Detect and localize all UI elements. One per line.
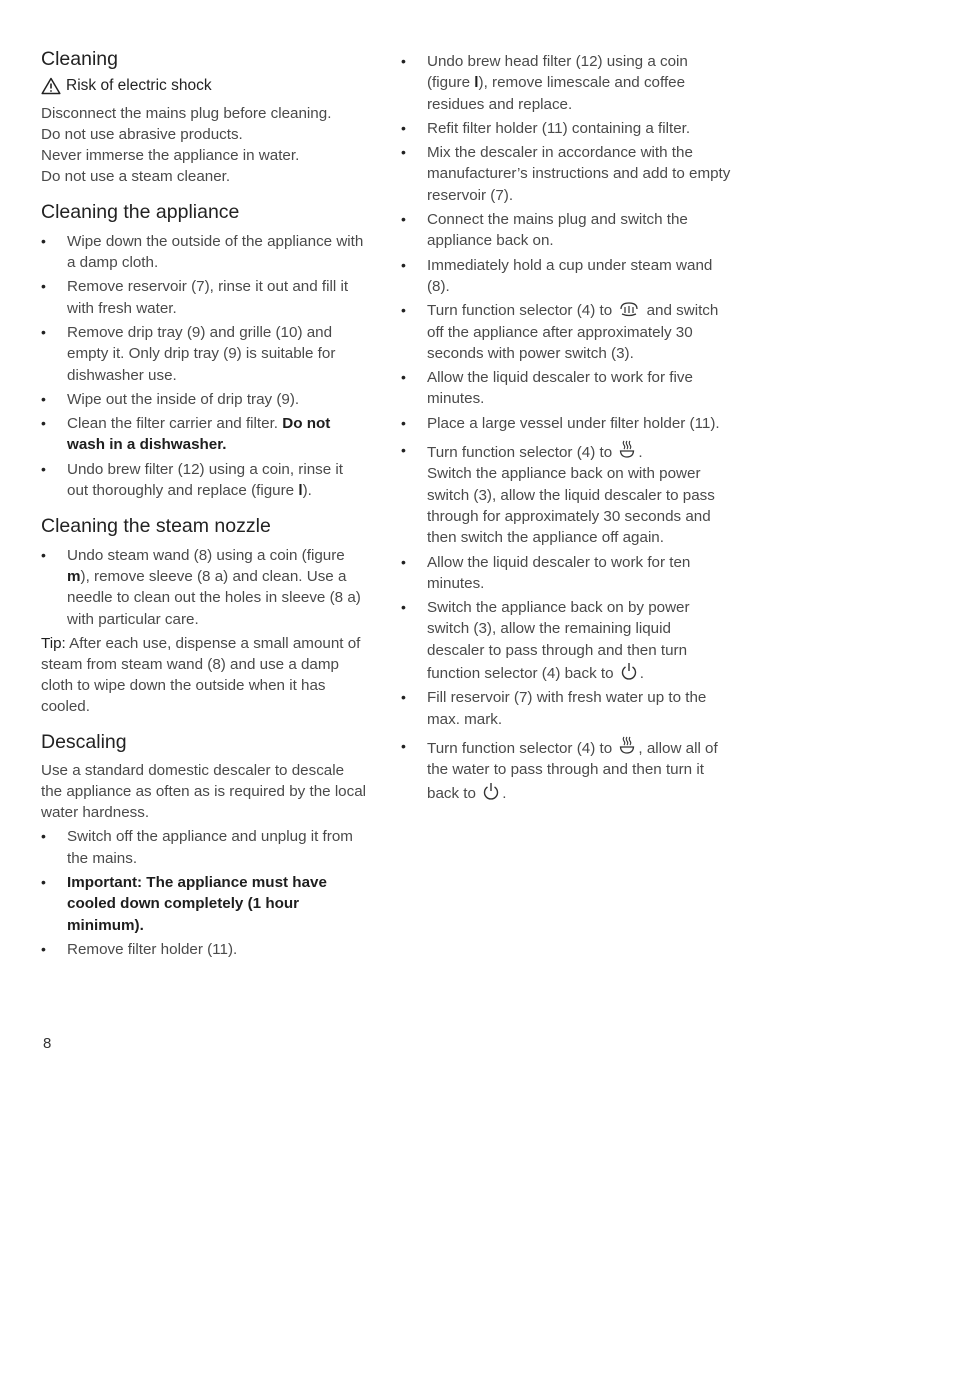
list-item: • Switch off the appliance and unplug it from the mains. xyxy=(41,828,353,867)
list-item: • Turn function selector (4) to , allow all of the water to pass through and then turn it back to . xyxy=(401,737,718,802)
list-item: • Remove reservoir (7), rinse it out and fill it with fresh water. xyxy=(41,278,349,317)
warning-triangle-icon xyxy=(41,77,61,95)
descaling-steps-list xyxy=(401,51,731,804)
hot-water-cup-icon xyxy=(618,440,636,460)
warning-line xyxy=(41,77,367,95)
nozzle-list xyxy=(41,545,367,630)
steam-nozzle-heading: Cleaning the steam nozzle xyxy=(41,515,271,538)
list-item: • Undo steam wand (8) using a coin (figure m), remove sleeve (8 a) and clean. Use a needle to clean out the holes in sleeve (8 a) with particular care. xyxy=(41,546,361,628)
list-item: • Allow the liquid descaler to work for five minutes. xyxy=(401,369,693,408)
warning-line-1: Disconnect the mains plug before cleaning. xyxy=(41,105,332,123)
list-item: • Undo brew head filter (12) using a coin (figure l), remove limescale and coffee residues and replace. xyxy=(401,53,688,113)
power-off-icon xyxy=(620,661,638,681)
list-item: • Allow the liquid descaler to work for ten minutes. xyxy=(401,553,691,592)
warning-line-4: Do not use a steam cleaner. xyxy=(41,168,231,186)
list-item: • Place a large vessel under filter holder (11). xyxy=(401,414,720,432)
power-off-icon xyxy=(482,781,500,801)
descaling-heading: Descaling xyxy=(41,730,127,753)
right-column xyxy=(401,51,731,816)
list-item: • Switch the appliance back on by power switch (3), allow the remaining liquid descaler to pass through and then turn function selector (4) back to . xyxy=(401,599,690,683)
list-item: • Fill reservoir (7) with fresh water up to the max. mark. xyxy=(401,689,707,728)
descaling-list xyxy=(41,826,367,960)
list-item: • Refit filter holder (11) containing a filter. xyxy=(401,119,691,137)
warning-line-3: Never immerse the appliance in water. xyxy=(41,147,300,165)
list-item: • Wipe out the inside of drip tray (9). xyxy=(41,390,300,408)
left-column xyxy=(41,48,367,972)
list-item: • Remove drip tray (9) and grille (10) and empty it. Only drip tray (9) is suitable for dishwasher use. xyxy=(41,323,336,384)
cleaning-heading: Cleaning xyxy=(41,48,118,70)
tip-paragraph: Tip: After each use, dispense a small amount of steam from steam wand (8) and use a damp cloth to wipe down the outside when it has cooled. xyxy=(41,634,361,715)
appliance-list xyxy=(41,231,367,502)
steam-symbol-icon xyxy=(618,300,640,318)
cleaning-appliance-heading: Cleaning the appliance xyxy=(41,201,240,224)
list-item: • Important: The appliance must have cooled down completely (1 hour minimum). xyxy=(41,873,327,934)
list-item: • Wipe down the outside of the appliance with a damp cloth. xyxy=(41,232,364,272)
list-item: • Turn function selector (4) to . Switch the appliance back on with power switch (3), allow the liquid descaler to pass through for approximately 30 seconds and then switch the appliance off again. xyxy=(401,442,715,547)
page-number: 8 xyxy=(43,1035,52,1052)
list-item: • Connect the mains plug and switch the appliance back on. xyxy=(401,211,688,250)
hot-water-cup-icon xyxy=(618,736,636,756)
list-item: • Immediately hold a cup under steam wand (8). xyxy=(401,256,713,295)
warning-label: Risk of electric shock xyxy=(66,77,212,95)
warning-text xyxy=(41,103,367,187)
list-item: • Remove filter holder (11). xyxy=(41,940,238,958)
list-item: • Undo brew filter (12) using a coin, rinse it out thoroughly and replace (figure l). xyxy=(41,460,344,500)
list-item: • Mix the descaler in accordance with the manufacturer’s instructions and add to empty reservoir (7). xyxy=(401,144,731,204)
list-item: • Turn function selector (4) to and switch off the appliance after approximately 30 seconds with power switch (3). xyxy=(401,302,719,362)
descaling-intro: Use a standard domestic descaler to descale the appliance as often as is required by the local water hardness. xyxy=(41,762,367,822)
list-item: • Clean the filter carrier and filter. Do not wash in a dishwasher. xyxy=(41,415,331,454)
warning-line-2: Do not use abrasive products. xyxy=(41,126,243,144)
